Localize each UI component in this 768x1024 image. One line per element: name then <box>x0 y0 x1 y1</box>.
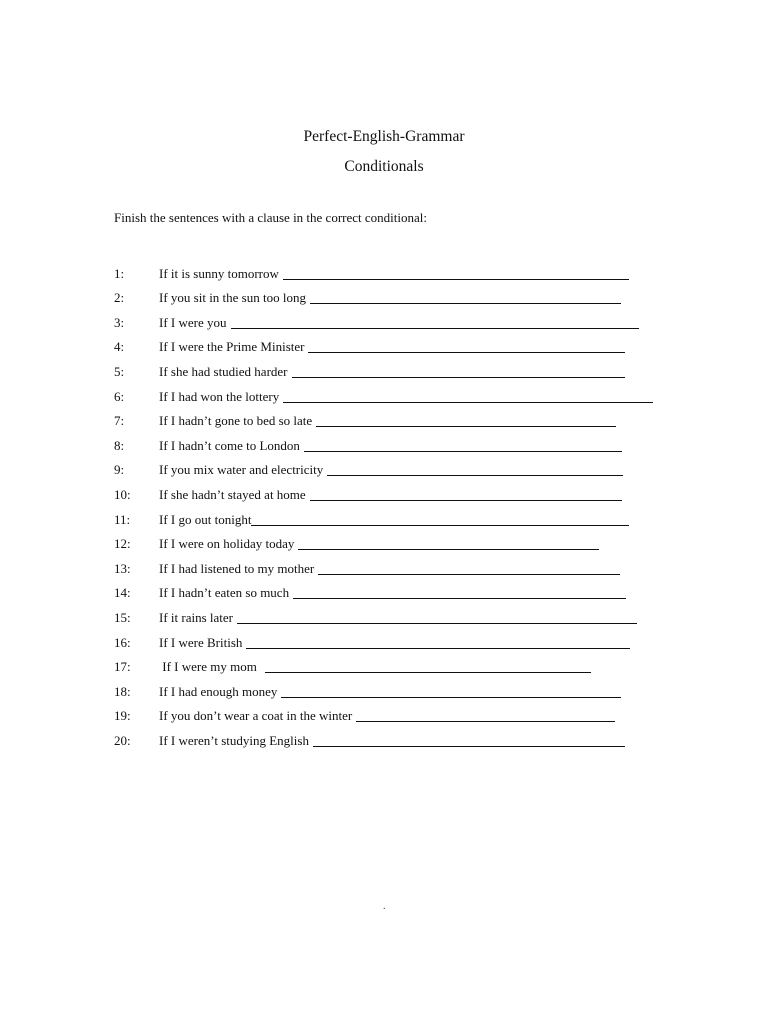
exercise-item-2 <box>114 283 694 308</box>
exercise-item-15 <box>114 602 694 627</box>
answer-blank <box>237 623 637 624</box>
item-prompt: If it is sunny tomorrow <box>159 265 279 281</box>
answer-blank <box>310 303 621 304</box>
item-number: 9: <box>114 462 125 478</box>
item-prompt: If I were you <box>159 314 227 330</box>
answer-blank <box>251 525 629 526</box>
item-prompt: If she hadn’t stayed at home <box>159 486 306 502</box>
exercise-item-19 <box>114 701 694 726</box>
item-prompt: If I hadn’t gone to bed so late <box>159 413 313 429</box>
exercise-item-1 <box>114 258 694 283</box>
answer-blank <box>313 746 625 747</box>
exercise-item-3 <box>114 307 694 332</box>
item-number: 18: <box>114 683 131 699</box>
item-number: 8: <box>114 437 125 453</box>
item-prompt: If I were my mom <box>159 659 257 675</box>
item-prompt: If I were on holiday today <box>159 536 295 552</box>
page-subtitle: Conditionals <box>344 158 424 175</box>
item-prompt: If you mix water and electricity <box>159 462 324 478</box>
item-number: 16: <box>114 634 131 650</box>
answer-blank <box>327 475 623 476</box>
instructions-text: Finish the sentences with a clause in the correct conditional: <box>114 210 427 225</box>
answer-blank <box>283 279 629 280</box>
page-title: Perfect-English-Grammar <box>303 128 465 145</box>
item-prompt: If I had enough money <box>159 683 278 699</box>
answer-blank <box>310 500 622 501</box>
exercise-item-7 <box>114 406 694 431</box>
item-prompt: If I were the Prime Minister <box>159 339 305 355</box>
item-prompt: If I go out tonight <box>159 511 252 527</box>
item-number: 19: <box>114 708 131 724</box>
answer-blank <box>304 451 622 452</box>
exercise-item-5 <box>114 356 694 381</box>
item-prompt: If you sit in the sun too long <box>159 290 306 306</box>
exercise-item-12 <box>114 529 694 554</box>
answer-blank <box>318 574 620 575</box>
item-prompt: If I were British <box>159 634 243 650</box>
answer-blank <box>281 697 621 698</box>
item-number: 2: <box>114 290 125 306</box>
footer-mark: . <box>383 901 386 912</box>
item-number: 7: <box>114 413 125 429</box>
item-prompt: If I weren’t studying English <box>159 732 309 748</box>
item-number: 15: <box>114 609 131 625</box>
item-prompt: If I hadn’t eaten so much <box>159 585 290 601</box>
item-prompt: If I had won the lottery <box>159 388 280 404</box>
item-number: 13: <box>114 560 131 576</box>
answer-blank <box>246 648 630 649</box>
exercise-item-17 <box>114 652 694 677</box>
answer-blank <box>356 721 615 722</box>
answer-blank <box>298 549 599 550</box>
exercise-item-11 <box>114 504 694 529</box>
exercise-item-6 <box>114 381 694 406</box>
exercise-item-4 <box>114 332 694 357</box>
exercise-item-10 <box>114 479 694 504</box>
item-number: 1: <box>114 265 125 281</box>
item-number: 5: <box>114 363 125 379</box>
answer-blank <box>265 672 591 673</box>
item-number: 11: <box>114 511 131 527</box>
answer-blank <box>283 402 653 403</box>
item-prompt: If it rains later <box>159 609 233 625</box>
exercise-list <box>114 258 694 750</box>
item-prompt: If you don’t wear a coat in the winter <box>159 708 353 724</box>
item-number: 17: <box>114 659 131 675</box>
exercise-item-16 <box>114 627 694 652</box>
item-prompt: If I had listened to my mother <box>159 560 315 576</box>
answer-blank <box>308 352 625 353</box>
answer-blank <box>231 328 639 329</box>
answer-blank <box>292 377 625 378</box>
item-number: 4: <box>114 339 125 355</box>
answer-blank <box>293 598 626 599</box>
item-prompt: If she had studied harder <box>159 363 288 379</box>
item-number: 3: <box>114 314 125 330</box>
exercise-item-18 <box>114 676 694 701</box>
item-prompt: If I hadn’t come to London <box>159 437 300 453</box>
item-number: 14: <box>114 585 131 601</box>
exercise-item-20 <box>114 725 694 750</box>
answer-blank <box>316 426 616 427</box>
item-number: 10: <box>114 486 131 502</box>
exercise-item-8 <box>114 430 694 455</box>
exercise-item-13 <box>114 553 694 578</box>
item-number: 20: <box>114 732 131 748</box>
exercise-item-14 <box>114 578 694 603</box>
item-number: 12: <box>114 536 131 552</box>
exercise-item-9 <box>114 455 694 480</box>
item-number: 6: <box>114 388 125 404</box>
